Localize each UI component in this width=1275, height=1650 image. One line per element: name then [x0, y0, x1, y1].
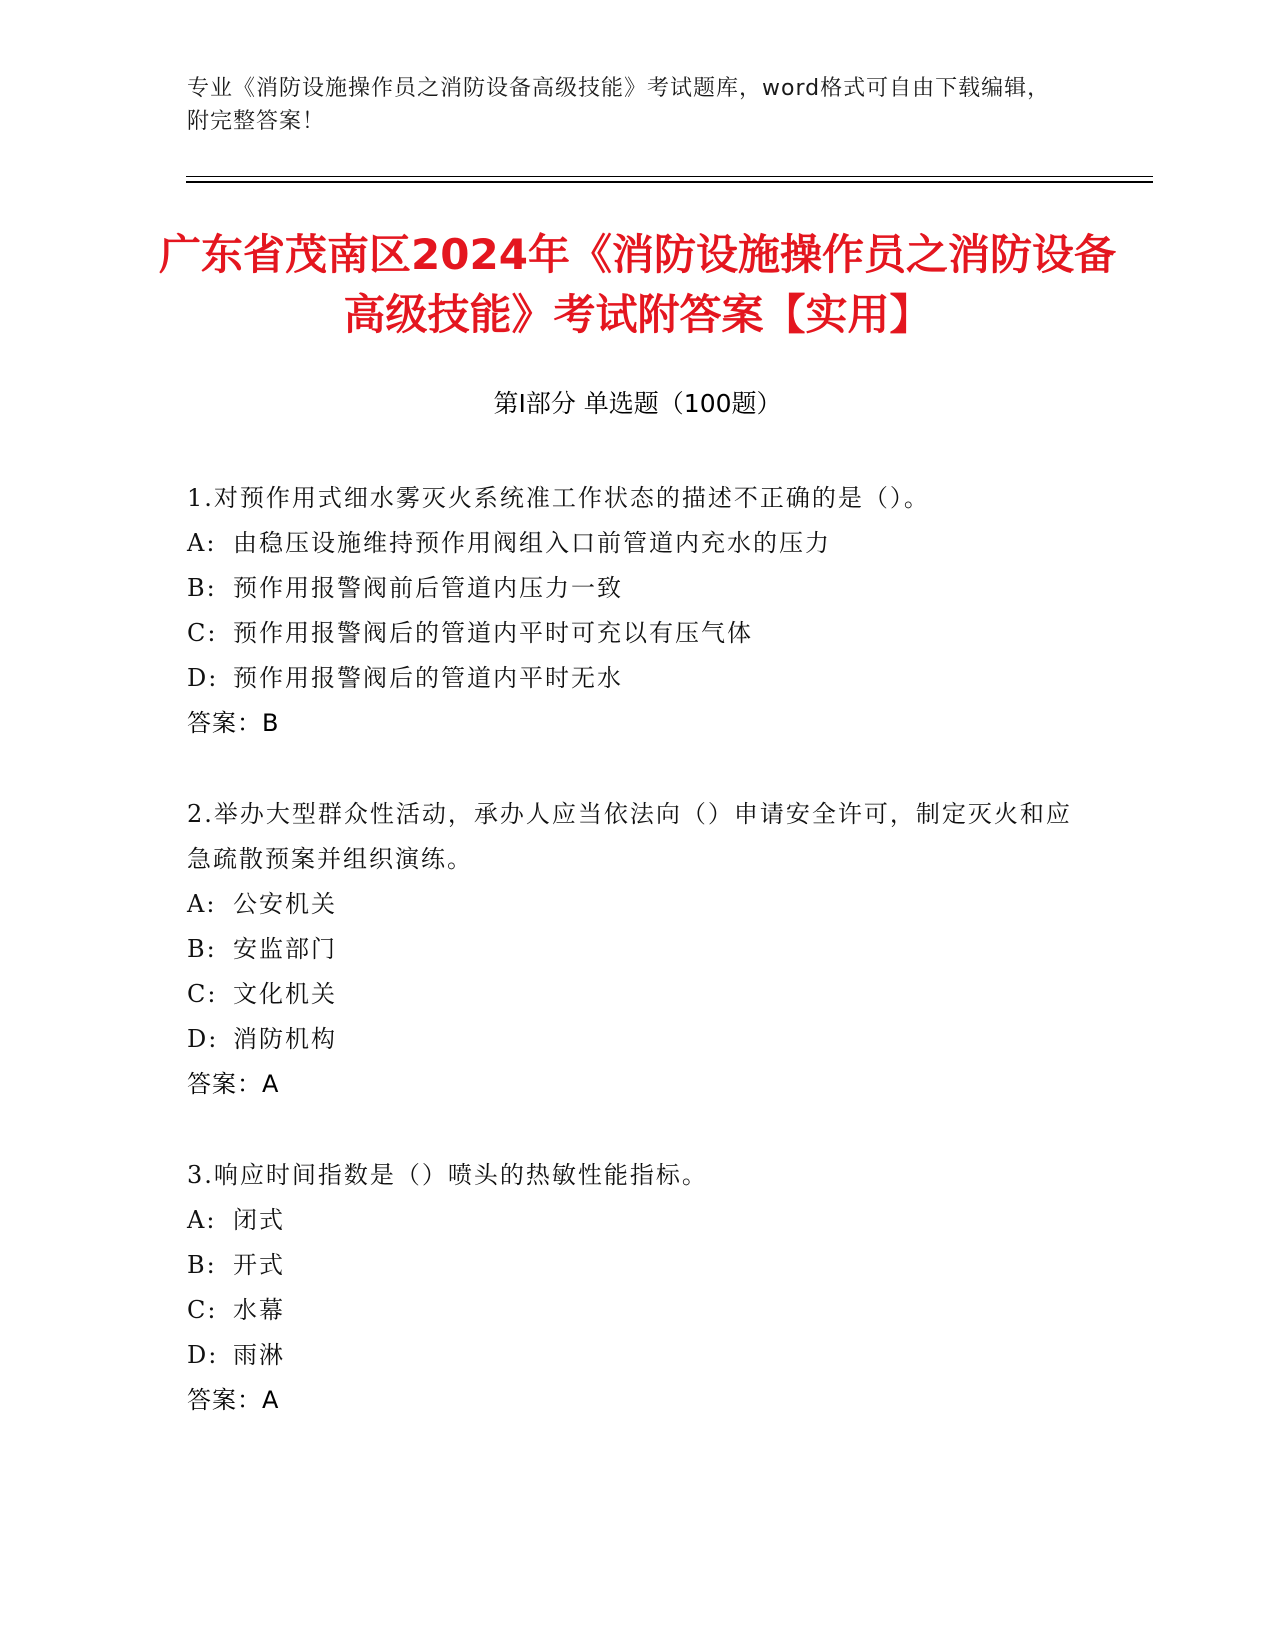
option-text: 预作用报警阀前后管道内压力一致: [233, 574, 623, 602]
question-3: [187, 1153, 1077, 1423]
option-letter: D:: [187, 1341, 219, 1369]
option-letter: D:: [187, 664, 219, 692]
header-note: 专业《消防设施操作员之消防设备高级技能》考试题库，word格式可自由下载编辑，附完整答案！: [187, 76, 1051, 134]
question-stem: 3.响应时间指数是（）喷头的热敏性能指标。: [187, 1161, 708, 1189]
option-c: [187, 972, 1077, 1017]
option-text: 公安机关: [233, 890, 337, 918]
question-1: [187, 476, 1077, 746]
option-letter: D:: [187, 1025, 219, 1053]
option-text: 预作用报警阀后的管道内平时无水: [233, 664, 623, 692]
option-d: [187, 1017, 1077, 1062]
option-b: [187, 1243, 1077, 1288]
answer-line: 答案：A: [187, 1070, 280, 1098]
option-d: [187, 1333, 1077, 1378]
option-text: 水幕: [233, 1296, 285, 1324]
option-letter: A:: [187, 1206, 217, 1234]
option-letter: B:: [187, 1251, 217, 1279]
option-letter: B:: [187, 574, 217, 602]
option-c: [187, 611, 1077, 656]
divider-thin-line: [186, 176, 1153, 177]
option-letter: A:: [187, 890, 217, 918]
option-a: [187, 882, 1077, 927]
option-letter: C:: [187, 619, 218, 647]
option-d: [187, 656, 1077, 701]
option-text: 安监部门: [233, 935, 337, 963]
question-2: [187, 792, 1077, 1107]
option-a: [187, 1198, 1077, 1243]
option-text: 开式: [233, 1251, 285, 1279]
option-text: 雨淋: [233, 1341, 285, 1369]
option-text: 消防机构: [233, 1025, 337, 1053]
option-c: [187, 1288, 1077, 1333]
question-stem: 2.举办大型群众性活动，承办人应当依法向（）申请安全许可，制定灭火和应急疏散预案并组织演练。: [187, 800, 1072, 873]
option-text: 预作用报警阀后的管道内平时可充以有压气体: [233, 619, 753, 647]
option-text: 文化机关: [233, 980, 337, 1008]
option-b: [187, 566, 1077, 611]
option-a: [187, 521, 1077, 566]
option-letter: A:: [187, 529, 217, 557]
option-letter: C:: [187, 980, 218, 1008]
option-text: 由稳压设施维持预作用阀组入口前管道内充水的压力: [233, 529, 831, 557]
section-heading: 第I部分 单选题（100题）: [493, 389, 782, 418]
document-title: 广东省茂南区2024年《消防设施操作员之消防设备高级技能》考试附答案【实用】: [159, 230, 1116, 339]
option-letter: B:: [187, 935, 217, 963]
option-b: [187, 927, 1077, 972]
answer-line: 答案：B: [187, 709, 280, 737]
question-stem: 1.对预作用式细水雾灭火系统准工作状态的描述不正确的是（）。: [187, 484, 930, 512]
answer-line: 答案：A: [187, 1386, 280, 1414]
question-list: [187, 476, 1077, 1469]
header-divider: [186, 176, 1153, 183]
option-text: 闭式: [233, 1206, 285, 1234]
option-letter: C:: [187, 1296, 218, 1324]
divider-thick-line: [186, 181, 1153, 183]
